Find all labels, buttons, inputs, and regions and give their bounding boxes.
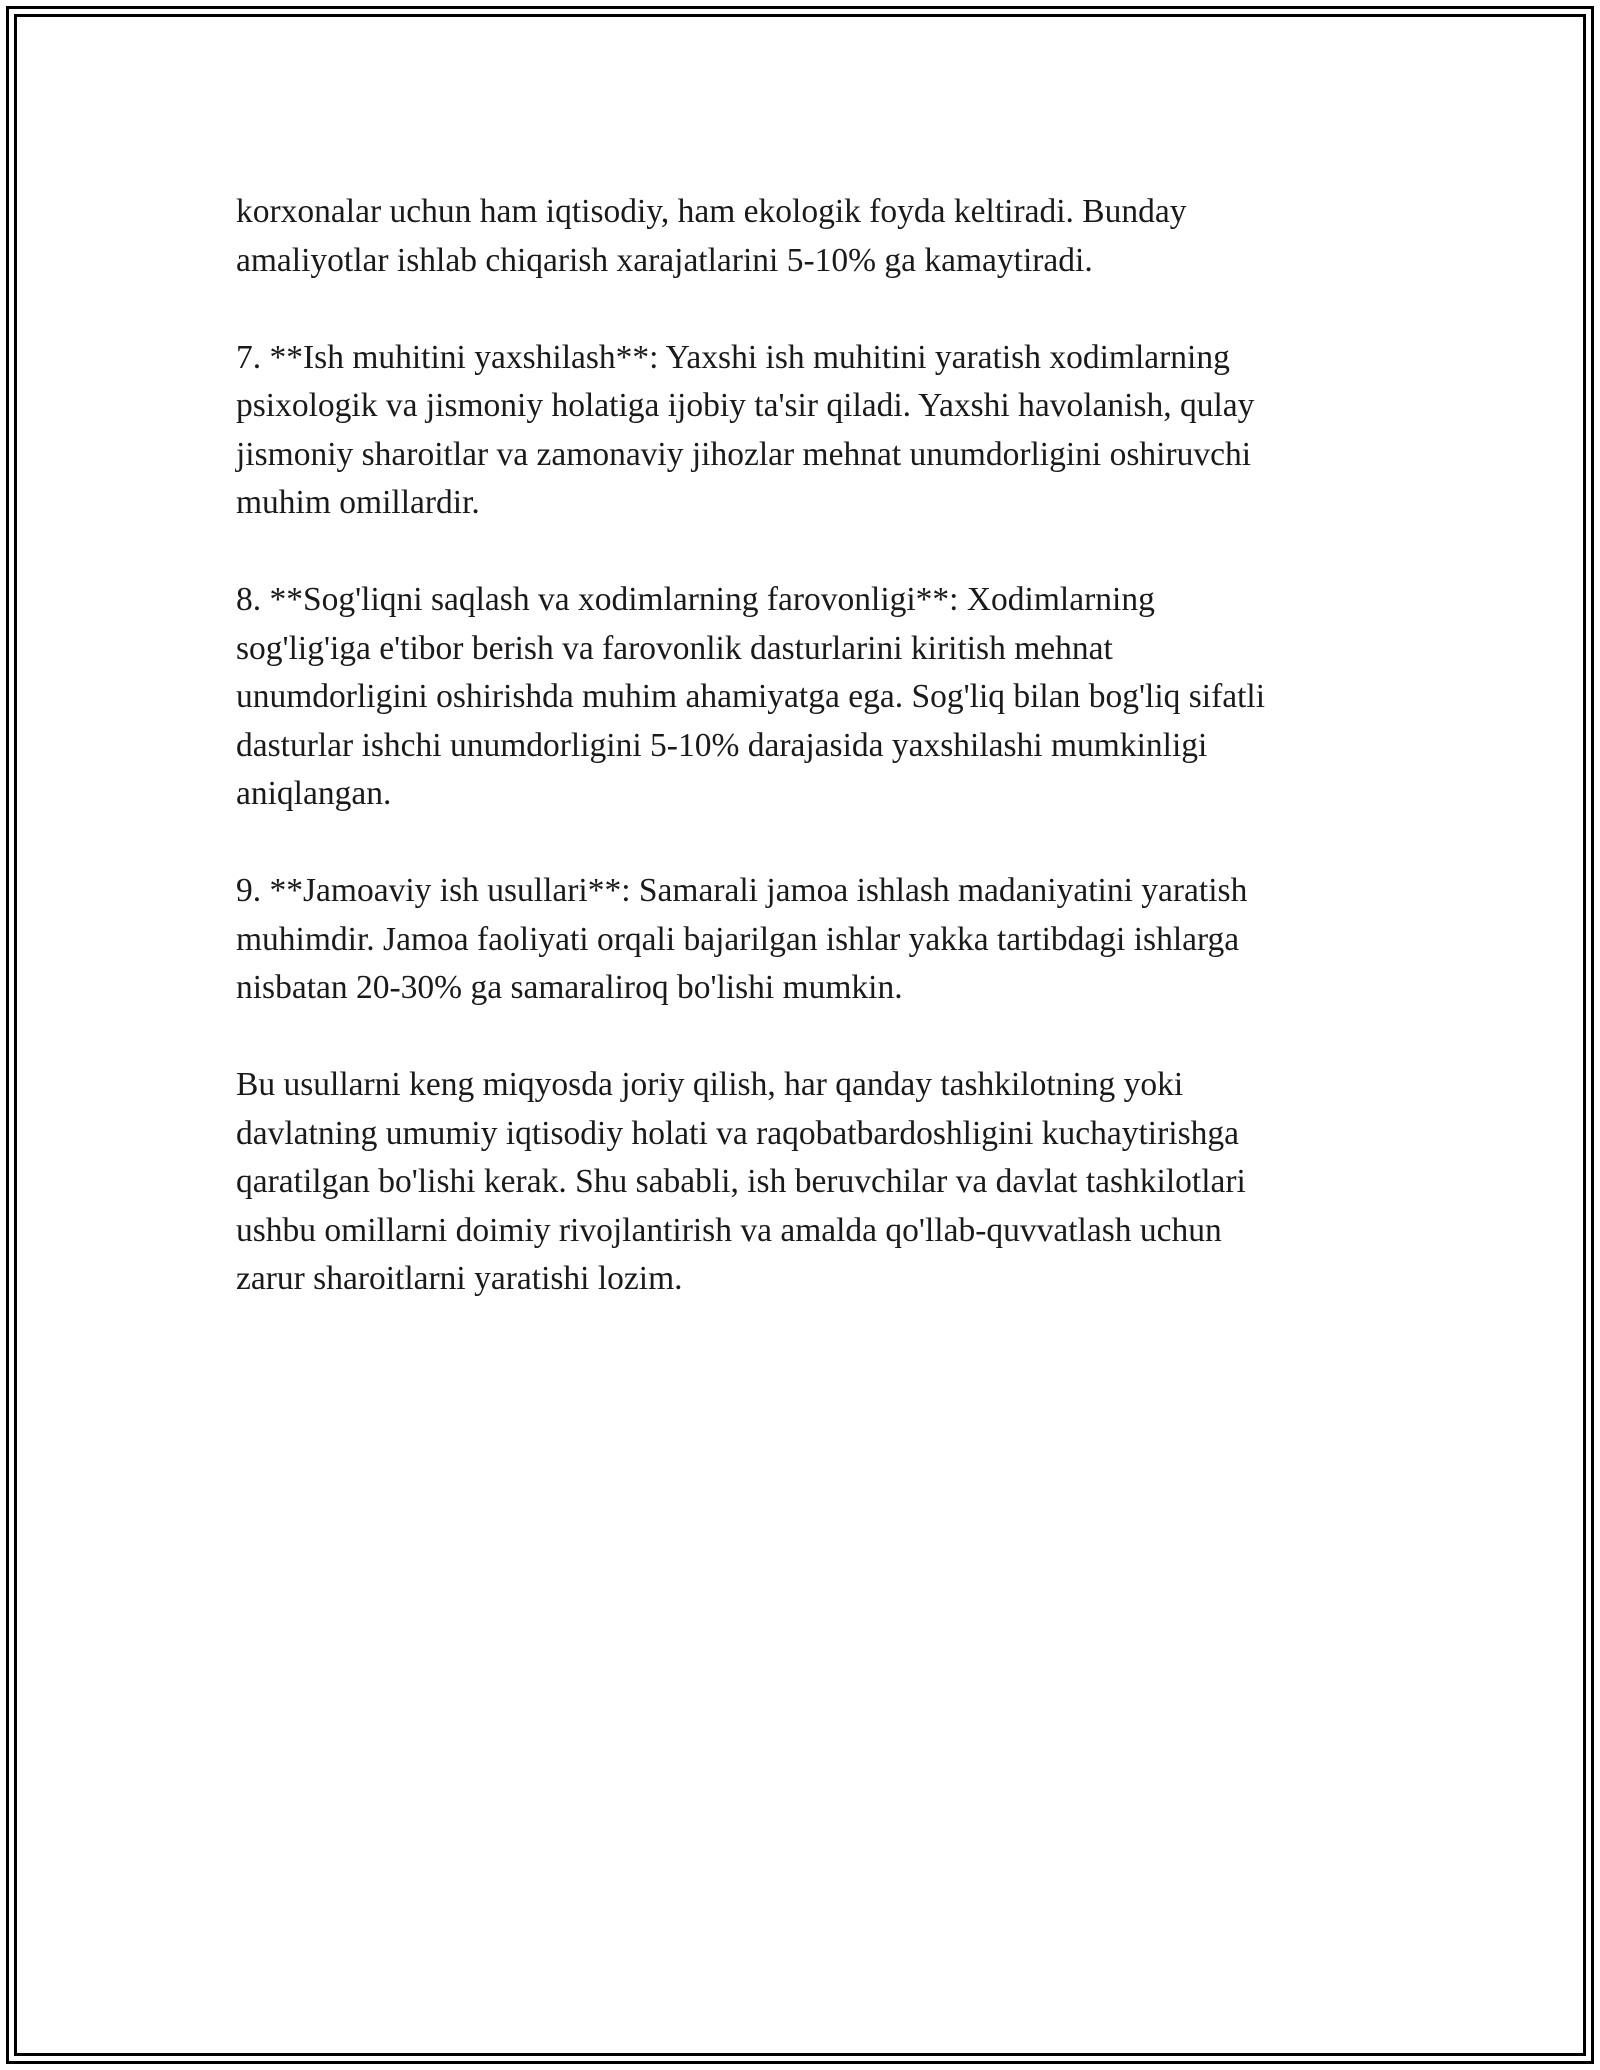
text-line: amaliyotlar ishlab chiqarish xarajatlarini 5-10% ga kamaytiradi.: [236, 241, 1093, 279]
text-line: ushbu omillarni doimiy rivojlantirish va amalda qo'llab-quvvatlash uchun: [236, 1211, 1222, 1249]
text-line: zarur sharoitlarni yaratishi lozim.: [236, 1260, 683, 1297]
text-line: nisbatan 20-30% ga samaraliroq bo'lishi mumkin.: [236, 969, 903, 1006]
paragraph-item-7: [236, 334, 1396, 528]
text-line: psixologik va jismoniy holatiga ijobiy ta'sir qiladi. Yaxshi havolanish, qulay: [236, 387, 1255, 424]
paragraph-conclusion: [236, 1061, 1396, 1304]
text-line: sog'lig'iga e'tibor berish va farovonlik dasturlarini kiritish mehnat: [236, 629, 1113, 667]
text-line: muhimdir. Jamoa faoliyati orqali bajarilgan ishlar yakka tartibdagi ishlarga: [236, 920, 1240, 958]
text-line: 7. **Ish muhitini yaxshilash**: Yaxshi ish muhitini yaratish xodimlarning: [236, 338, 1230, 376]
text-line: korxonalar uchun ham iqtisodiy, ham ekologik foyda keltiradi. Bunday: [236, 193, 1187, 230]
text-line: 9. **Jamoaviy ish usullari**: Samarali jamoa ishlash madaniyatini yaratish: [236, 872, 1248, 909]
text-line: Bu usullarni keng miqyosda joriy qilish, har qanday tashkilotning yoki: [236, 1066, 1184, 1103]
paragraph-item-8: [236, 576, 1396, 819]
text-line: unumdorligini oshirishda muhim ahamiyatga ega. Sog'liq bilan bog'liq sifatli: [236, 678, 1266, 715]
paragraph-item-9: [236, 867, 1396, 1013]
text-line: dasturlar ishchi unumdorligini 5-10% darajasida yaxshilashi mumkinligi: [236, 726, 1208, 764]
text-line: muhim omillardir.: [236, 484, 480, 521]
document-body: [236, 188, 1396, 1352]
text-line: qaratilgan bo'lishi kerak. Shu sababli, ish beruvchilar va davlat tashkilotlari: [236, 1163, 1246, 1200]
text-line: davlatning umumiy iqtisodiy holati va raqobatbardoshligini kuchaytirishga: [236, 1114, 1239, 1152]
text-line: aniqlangan.: [236, 775, 392, 812]
paragraph-continuation: [236, 188, 1396, 285]
text-line: jismoniy sharoitlar va zamonaviy jihozlar mehnat unumdorligini oshiruvchi: [236, 435, 1252, 473]
text-line: 8. **Sog'liqni saqlash va xodimlarning farovonligi**: Xodimlarning: [236, 581, 1155, 618]
